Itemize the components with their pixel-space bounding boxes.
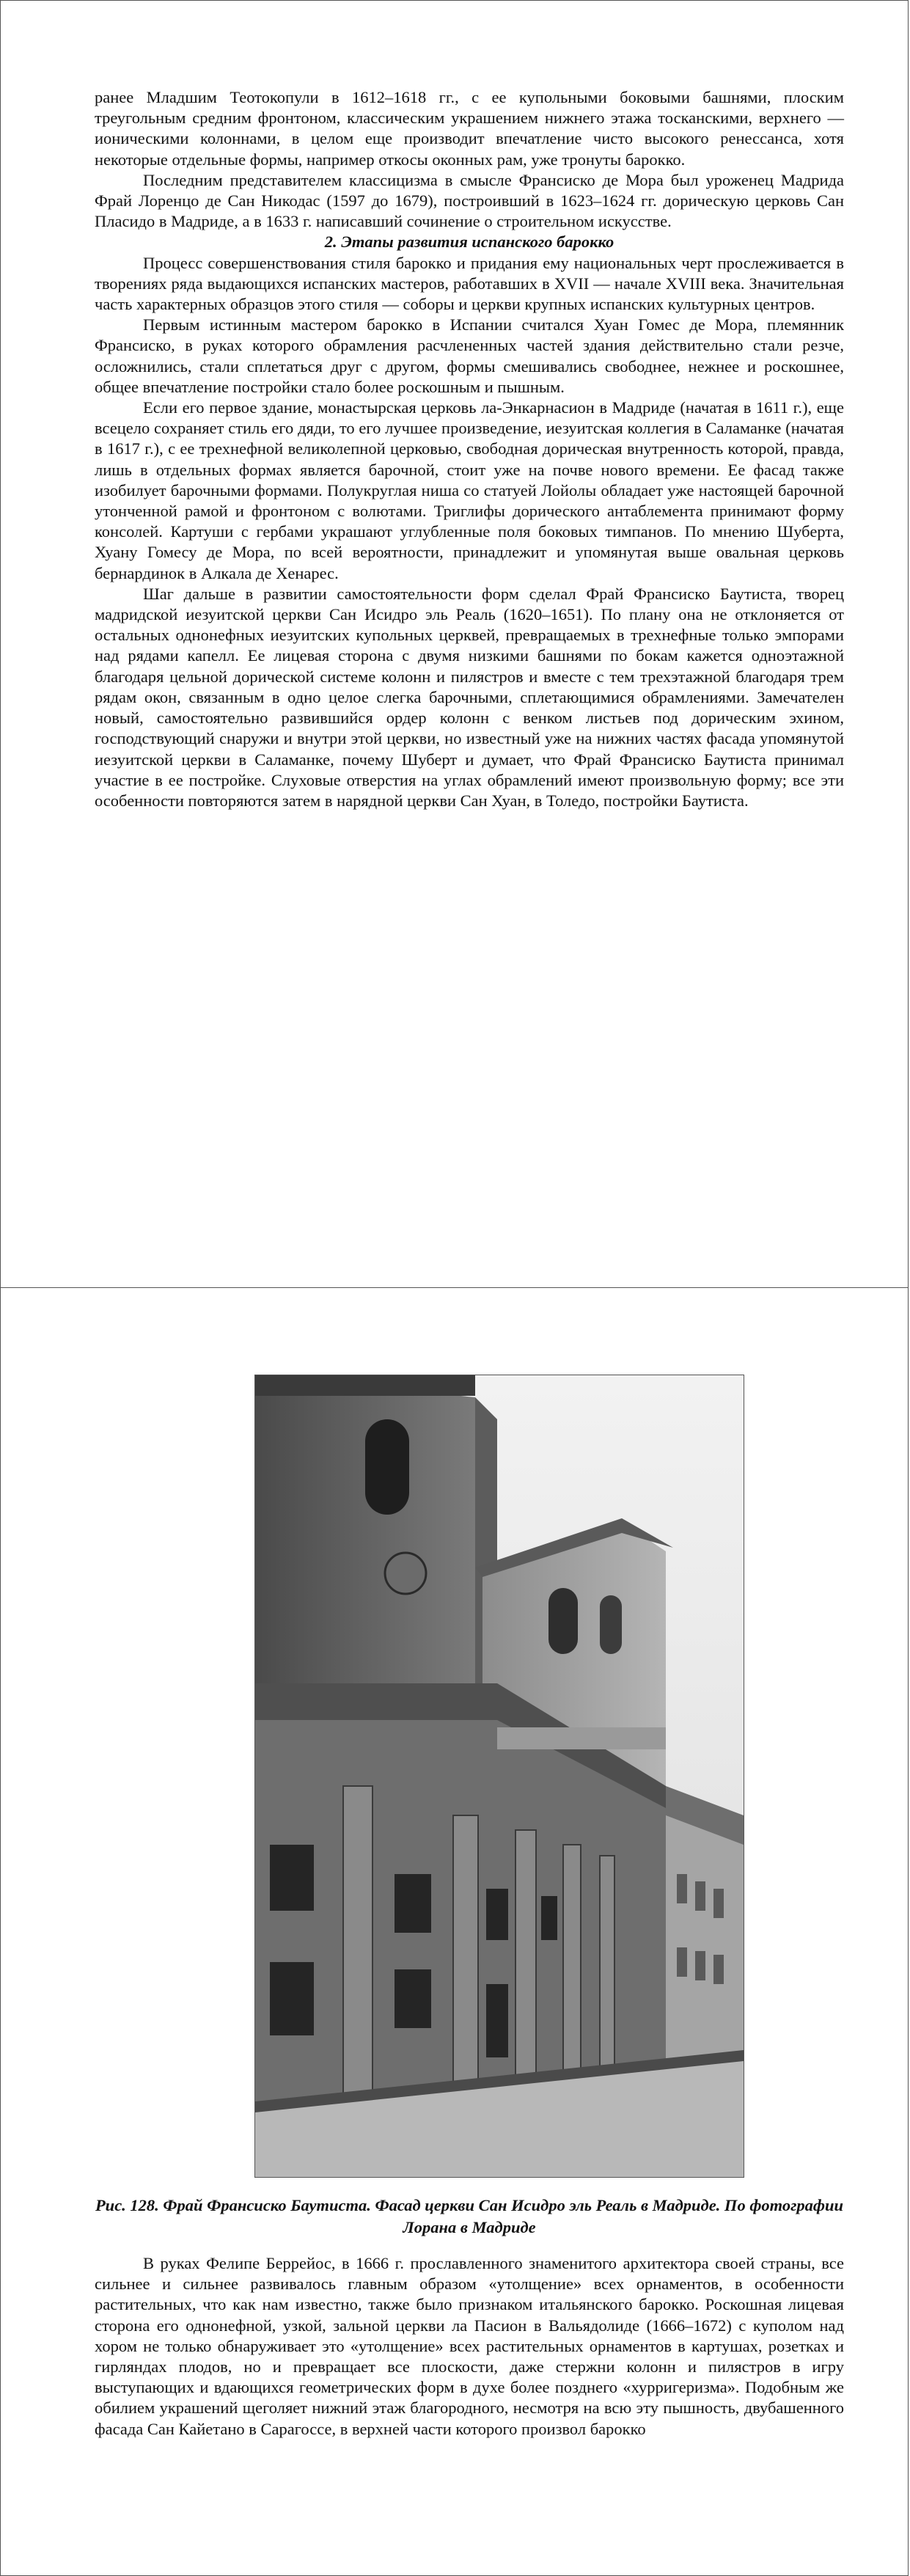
section-heading: 2. Этапы развития испанского барокко <box>324 233 614 252</box>
page-1-text <box>95 87 844 811</box>
page-2-text <box>95 2253 844 2440</box>
paragraph-process: Процесс совершенствования стиля барокко и придания ему национальных черт прослеживается в творениях ряда выдающихся испанских мастеров, работавших в XVII — начале XVIII века. Значительная часть характерных образцов этого стиля — соборы и церкви крупных испанских культурных центров. <box>95 253 844 314</box>
page-2 <box>0 1288 909 2576</box>
paragraph-bautista: Шаг дальше в развитии самостоятельности форм сделал Фрай Франсиско Баутиста, творец мадридской иезуитской церкви Сан Исидро эль Реаль (1620–1651). По плану она не отклоняется от остальных однонефных иезуитских купольных церквей, превращаемых в трехнефные только эмпорами над рядами капелл. Ее лицевая сторона с двумя низкими башнями по бокам кажется одноэтажной благодаря цельной дорической системе колонн и пилястров и вместе с тем трехэтажной благодаря трем рядам окон, связанным в одно целое слегка барочными, сплетающимися обрамлениями. Замечателен новый, самостоятельно развившийся ордер колонн с венком листьев под дорическим эхином, господствующий снаружи и внутри этой церкви, но известный уже на нижних частях фасада упомянутой иезуитской церкви в Саламанке, почему Шуберт и думает, что Фрай Франсиско Баутиста принимал участие в ее постройке. Слуховые отверстия на углах обрамлений имеют произвольную форму; все эти особенности повторяются затем в нарядной церкви Сан Хуан, в Толедо, постройки Баутиста. <box>95 584 844 810</box>
church-facade-photo <box>254 1375 744 2178</box>
paragraph-berreyos: В руках Фелипе Беррейос, в 1666 г. прославленного знаменитого архитектора своей страны, все сильнее и сильнее развивалось главным образом «утолщение» всех орнаментов, в особенности растительных, что как нам известно, также было признаком итальянского барокко. Роскошная лицевая сторона его однонефной, узкой, зальной церкви ла Пасион в Вальядолиде (1666–1672) с куполом над хором не только обнаруживает это «утолщение» всех растительных орнаментов в картушах, розетках и гирляндах плодов, но и превращает все плоскости, даже стержни колонн и пилястров в игру выступающих и вдающихся геометрических форм в духе более позднего «хурригеризма». Подобным же обилием украшений щеголяет нижний этаж благородного, несмотря на всю эту пышность, двубашенного фасада Сан Кайетано в Сарагоссе, в верхней части которого произвол барокко <box>95 2254 844 2438</box>
paragraph-gomez: Первым истинным мастером барокко в Испании считался Хуан Гомес де Мора, племянник Франсиско, в руках которого обрамления расчлененных частей здания действительно стали резче, осложнились, стали сплетаться друг с другом, формы смешивались свободнее, нежнее и роскошнее, общее впечатление постройки стало более роскошным и пышным. <box>95 315 844 396</box>
page-1 <box>0 0 909 1288</box>
paragraph-continuation: ранее Младшим Теотокопули в 1612–1618 гг., с ее купольными боковыми башнями, плоским треугольным средним фронтоном, классическим украшением нижнего этажа тосканскими, верхнего — ионическими колоннами, в целом еще производит впечатление чисто высокого ренессанса, хотя некоторые отдельные формы, например откосы оконных рам, уже тронуты барокко. <box>95 88 844 169</box>
church-facade-illustration <box>255 1375 744 2177</box>
paragraph-encarnacion: Если его первое здание, монастырская церковь ла-Энкарнасион в Мадриде (начатая в 1611 г.), еще всецело сохраняет стиль его дяди, то его лучшее произведение, иезуитская коллегия в Саламанке (начатая в 1617 г.), с ее трехнефной великолепной церковью, свободная дорическая внутренность которой, правда, лишь в отдельных формах является барочной, стоит уже на почве нового времени. Ее фасад также изобилует барочными формами. Полукруглая ниша со статуей Лойолы обладает уже настоящей барочной утонченной рамой и фронтоном с волютами. Триглифы дорического антаблемента принимают форму консолей. Картуши с гербами украшают углубленные поля боковых тимпанов. По мнению Шуберта, Хуану Гомесу де Мора, по всей вероятности, принадлежит и упомянутая выше овальная церковь бернардинок в Алкала де Хенарес. <box>95 398 844 582</box>
paragraph-mora: Последним представителем классицизма в смысле Франсиско де Мора был уроженец Мадрида Фрай Лоренцо де Сан Никодас (1597 до 1679), построивший в 1623–1624 гг. дорическую церковь Сан Пласидо в Мадриде, а в 1633 г. написавший сочинение о строительном искусстве. <box>95 170 844 231</box>
figure-caption: Рис. 128. Фрай Франсиско Баутиста. Фасад церкви Сан Исидро эль Реаль в Мадриде. По фотографии Лорана в Мадриде <box>95 2196 844 2236</box>
